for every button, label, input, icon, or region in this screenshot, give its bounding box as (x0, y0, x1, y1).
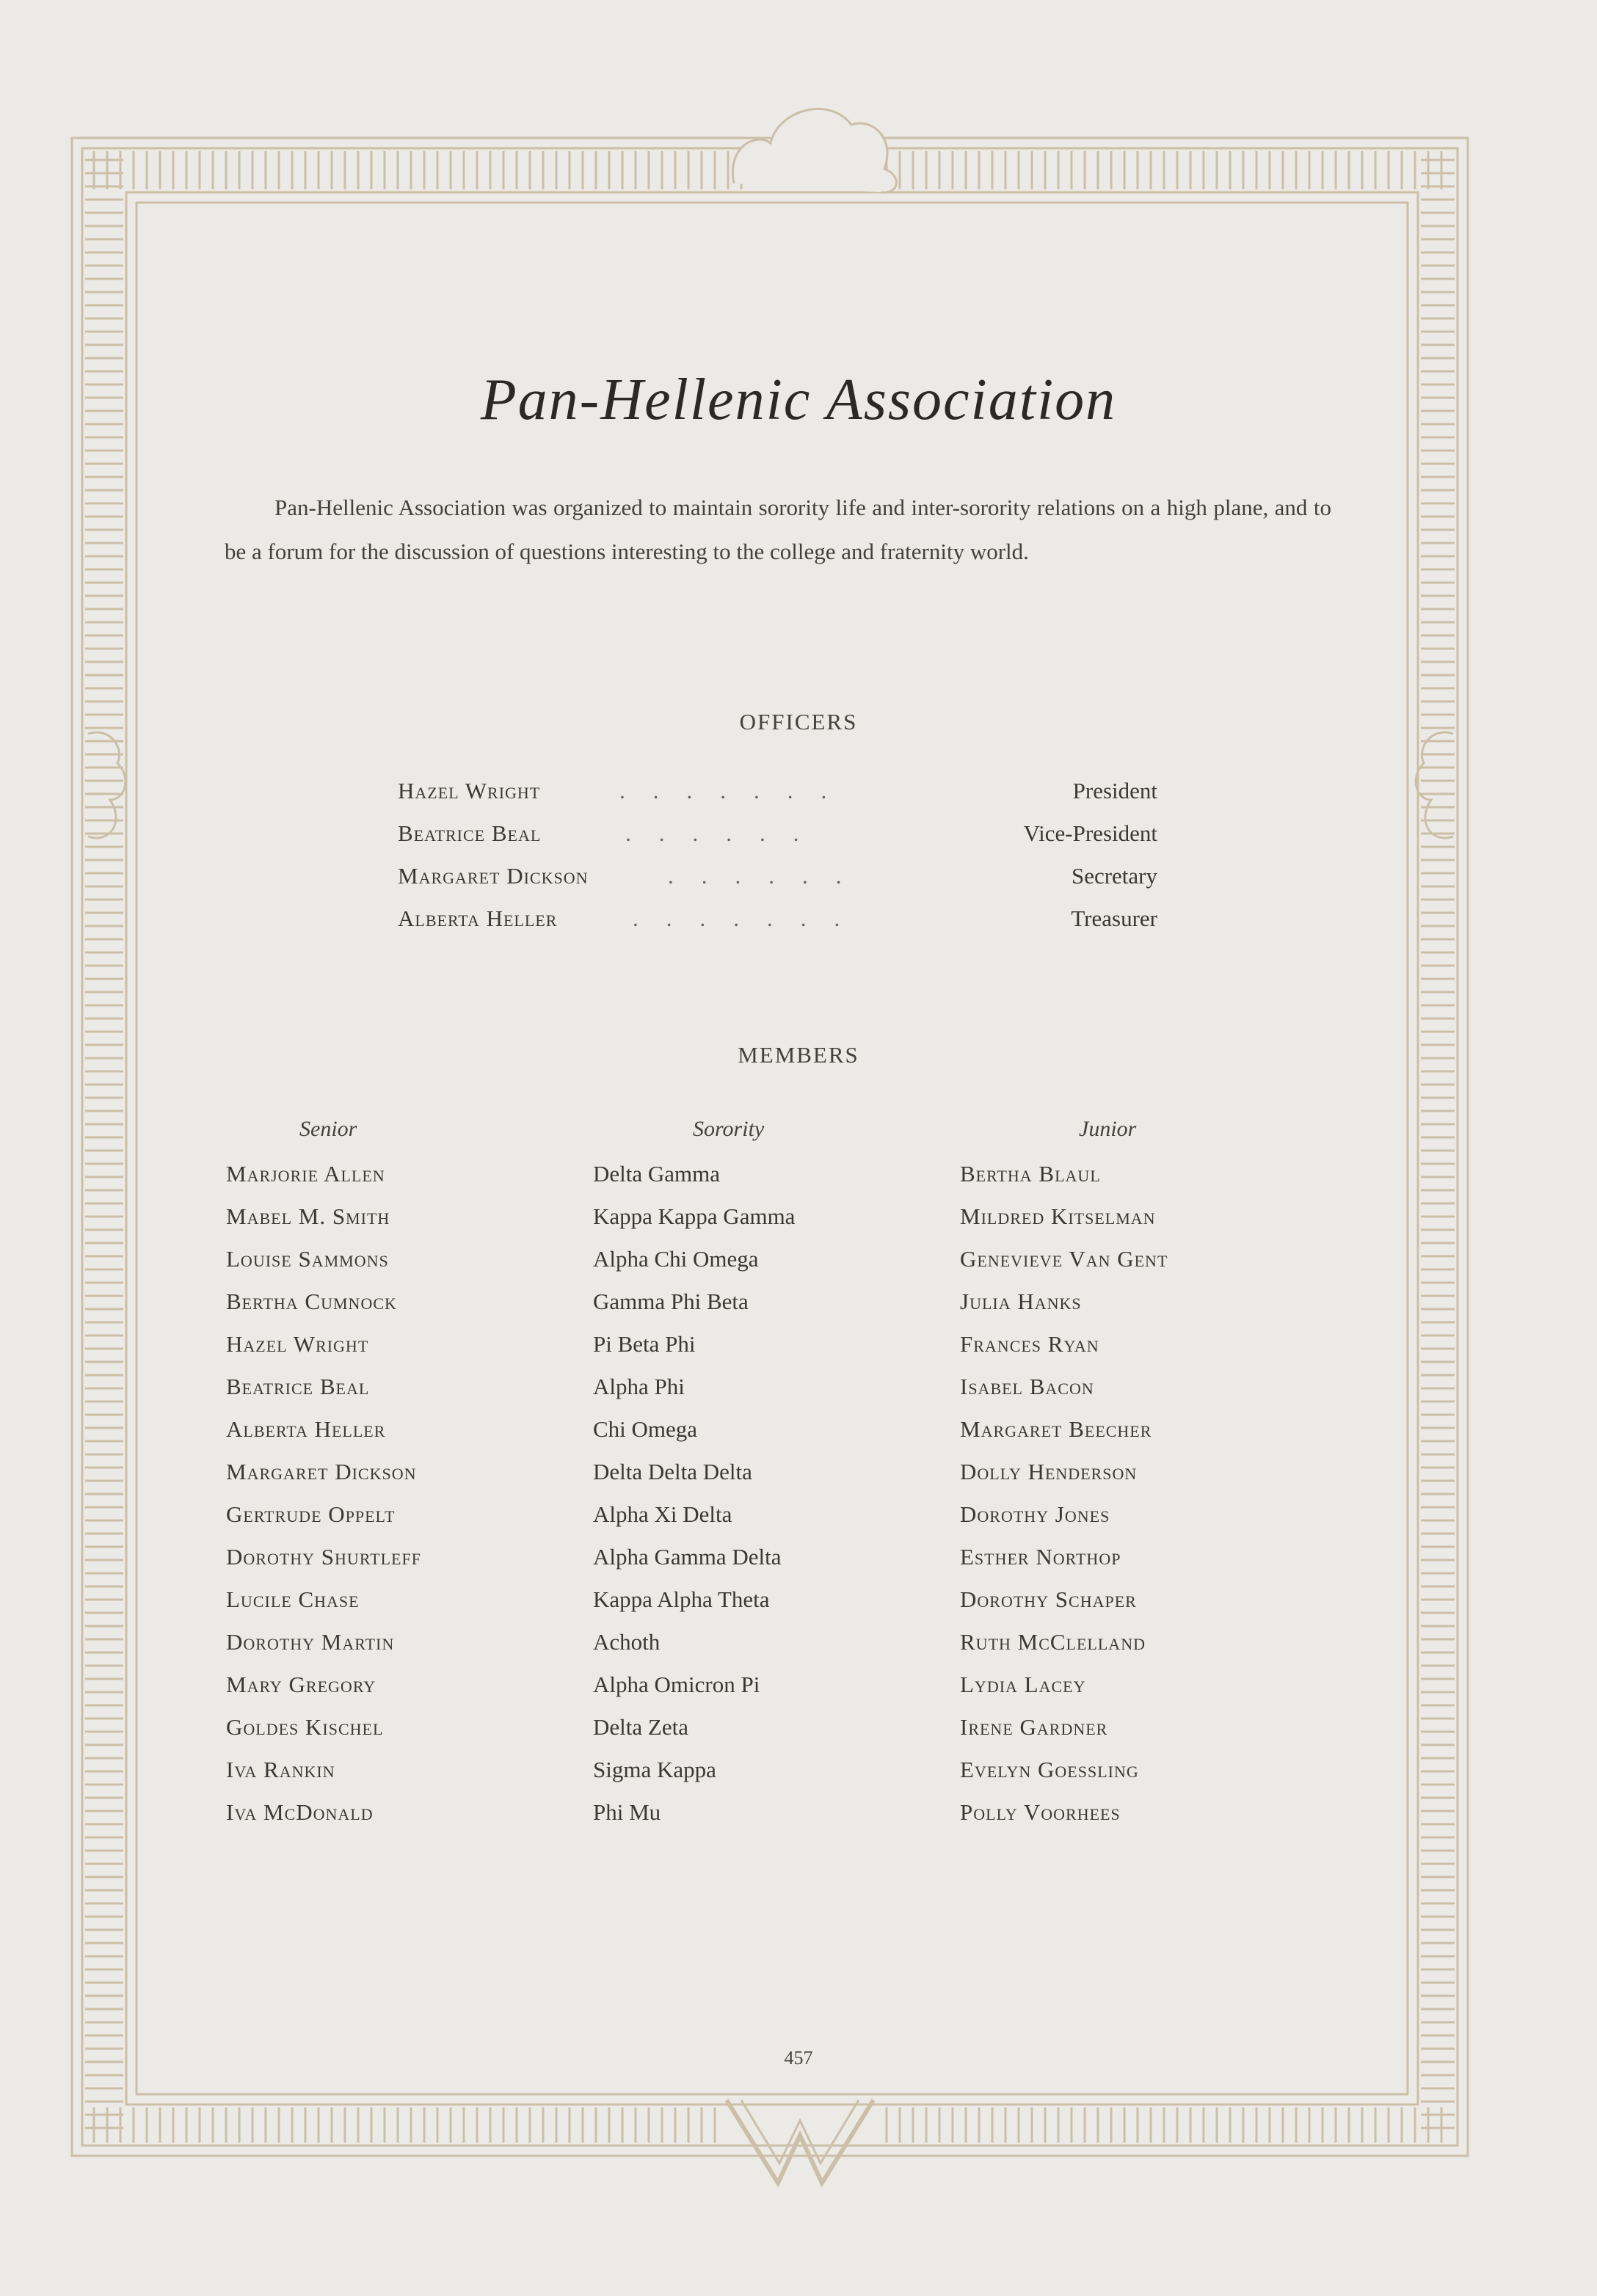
list-item: Kappa Alpha Theta (593, 1586, 770, 1612)
officer-title: Treasurer (1071, 905, 1157, 931)
list-item: Phi Mu (593, 1799, 661, 1825)
list-item: Iva McDonald (226, 1799, 374, 1825)
senior-list (226, 1159, 421, 1840)
list-item: Marjorie Allen (226, 1161, 385, 1187)
list-item: Chi Omega (593, 1416, 698, 1442)
list-item: Dorothy Jones (960, 1501, 1110, 1527)
list-item: Gamma Phi Beta (593, 1289, 749, 1314)
senior-column (226, 1117, 421, 1840)
list-item: Alpha Gamma Delta (593, 1544, 782, 1570)
list-item: Evelyn Goessling (960, 1757, 1139, 1782)
officer-name: Hazel Wright (398, 778, 541, 803)
officers-list (398, 778, 1157, 948)
list-item: Bertha Cumnock (226, 1289, 397, 1314)
list-item: Polly Voorhees (960, 1799, 1121, 1825)
page-title: Pan-Hellenic Association (480, 368, 1117, 432)
list-item: Louise Sammons (226, 1246, 389, 1272)
officer-title: President (1072, 778, 1157, 803)
list-item: Goldes Kischel (226, 1714, 384, 1740)
officer-name: Margaret Dickson (398, 863, 589, 889)
junior-column (960, 1117, 1168, 1840)
officer-title: Secretary (1071, 863, 1157, 889)
list-item: Delta Zeta (593, 1714, 688, 1740)
list-item: Margaret Dickson (226, 1459, 417, 1484)
list-item: Mabel M. Smith (226, 1203, 390, 1229)
page-number: 457 (784, 2047, 813, 2069)
list-item: Mary Gregory (226, 1672, 376, 1697)
officer-row (398, 778, 1157, 820)
members-heading: MEMBERS (738, 1042, 859, 1068)
list-item: Beatrice Beal (226, 1374, 370, 1399)
list-item: Delta Gamma (593, 1161, 721, 1187)
leader-dots: ...... (668, 863, 870, 889)
officer-row (398, 820, 1157, 863)
list-item: Genevieve Van Gent (960, 1246, 1168, 1272)
list-item: Julia Hanks (960, 1289, 1082, 1314)
list-item: Esther Northop (960, 1544, 1121, 1570)
list-item: Alpha Chi Omega (593, 1246, 759, 1272)
sorority-column (593, 1117, 795, 1840)
leader-dots: ...... (625, 820, 827, 846)
list-item: Pi Beta Phi (593, 1331, 696, 1357)
list-item: Alpha Xi Delta (593, 1501, 732, 1527)
officers-heading: OFFICERS (739, 709, 858, 735)
officer-row (398, 905, 1157, 948)
officer-name: Alberta Heller (398, 905, 558, 931)
leader-dots: ....... (619, 778, 855, 803)
list-item: Mildred Kitselman (960, 1203, 1156, 1229)
list-item: Hazel Wright (226, 1331, 369, 1357)
list-item: Achoth (593, 1629, 661, 1655)
list-item: Frances Ryan (960, 1331, 1099, 1357)
list-item: Bertha Blaul (960, 1161, 1101, 1187)
list-item: Lydia Lacey (960, 1672, 1086, 1697)
list-item: Alpha Phi (593, 1374, 685, 1399)
junior-list (960, 1159, 1168, 1840)
list-item: Dolly Henderson (960, 1459, 1138, 1484)
list-item: Delta Delta Delta (593, 1459, 752, 1484)
sorority-list (593, 1159, 795, 1840)
intro-paragraph: Pan-Hellenic Association was organized to maintain sorority life and inter-sorority relations on a high plane, and to be a forum for the discussion of questions interesting to the college and fraternity world. (225, 495, 1331, 564)
sorority-column-header: Sorority (693, 1117, 765, 1141)
list-item: Lucile Chase (226, 1586, 360, 1612)
list-item: Dorothy Schaper (960, 1586, 1137, 1612)
officer-title: Vice-President (1023, 820, 1157, 846)
list-item: Gertrude Oppelt (226, 1501, 396, 1527)
officer-row (398, 863, 1157, 905)
list-item: Kappa Kappa Gamma (593, 1203, 796, 1229)
list-item: Iva Rankin (226, 1757, 335, 1782)
list-item: Alberta Heller (226, 1416, 386, 1442)
list-item: Isabel Bacon (960, 1374, 1094, 1399)
list-item: Dorothy Martin (226, 1629, 395, 1655)
list-item: Dorothy Shurtleff (226, 1544, 421, 1570)
list-item: Ruth McClelland (960, 1629, 1146, 1655)
list-item: Sigma Kappa (593, 1757, 716, 1782)
list-item: Irene Gardner (960, 1714, 1108, 1740)
junior-column-header: Junior (1079, 1117, 1137, 1141)
officer-name: Beatrice Beal (398, 820, 542, 846)
senior-column-header: Senior (299, 1117, 357, 1141)
list-item: Alpha Omicron Pi (593, 1672, 760, 1697)
leader-dots: ....... (633, 905, 868, 931)
list-item: Margaret Beecher (960, 1416, 1152, 1442)
